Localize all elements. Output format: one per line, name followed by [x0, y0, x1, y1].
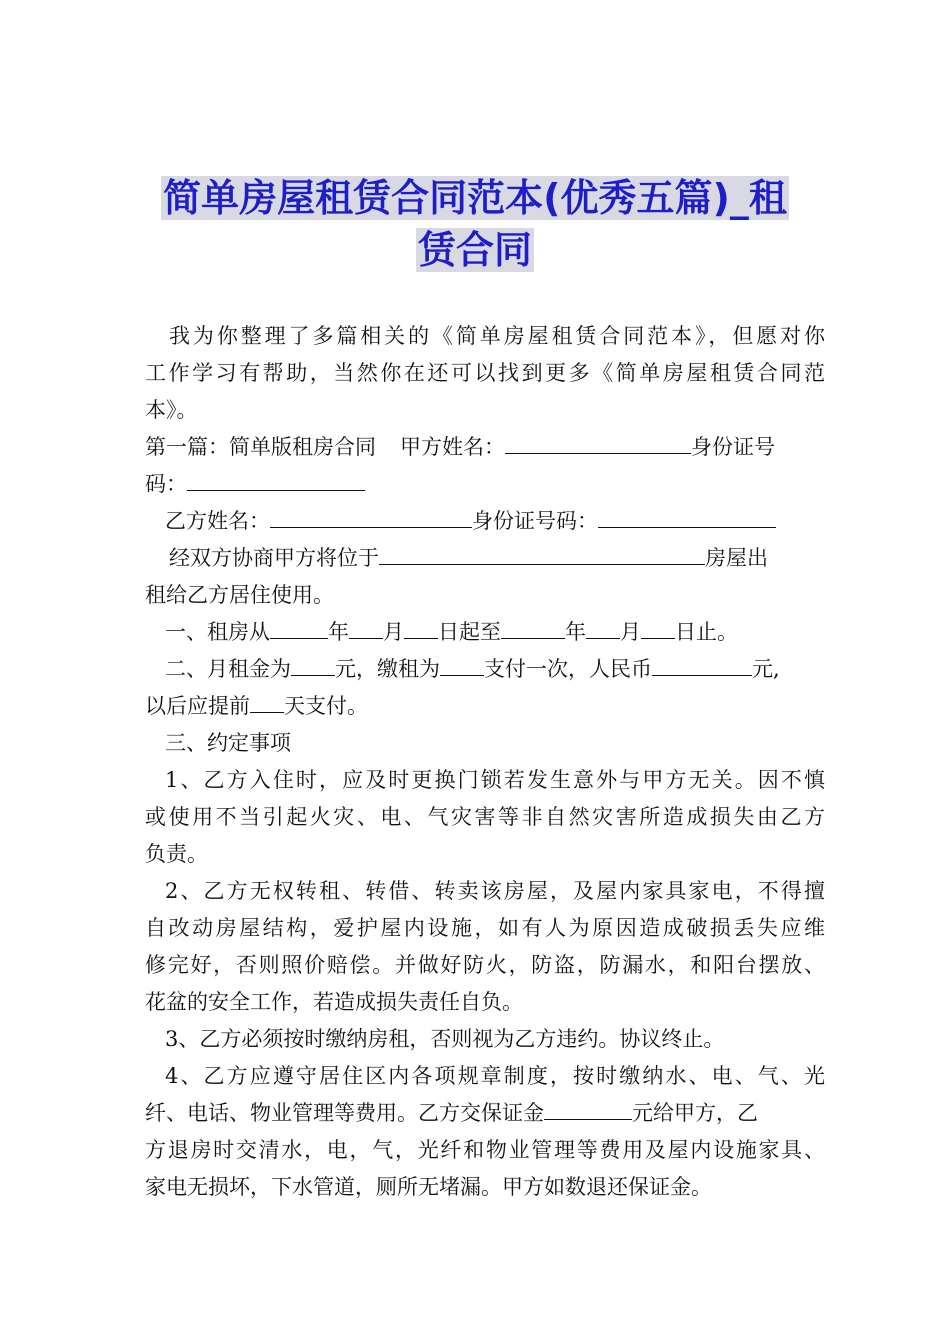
rmb-amount-blank — [652, 653, 752, 676]
end-year-blank — [501, 616, 565, 639]
start-day-blank — [404, 616, 438, 639]
clause2-line-1 — [145, 651, 825, 688]
property-address-blank — [379, 542, 705, 565]
deposit-amount-blank — [544, 1097, 632, 1120]
payment-period-blank — [440, 653, 484, 676]
item4-text-b: 元给甲方，乙 — [632, 1101, 758, 1125]
clause2-text-b: 元，缴租为 — [335, 657, 440, 681]
clause2-line-2 — [145, 688, 825, 725]
party-b-id-label: 身份证号码： — [472, 509, 598, 533]
end-day-blank — [641, 616, 675, 639]
item1-line-1: 1、乙方入住时，应及时更换门锁若发生意外与甲方无关。因不慎 — [165, 768, 825, 792]
party-b-name-blank — [270, 505, 472, 528]
intro-line-2: 工作学习有帮助，当然你在还可以找到更多《简单房屋租赁合同范 — [145, 361, 825, 385]
clause2-text-f: 天支付。 — [284, 694, 368, 718]
clause3-heading: 三、约定事项 — [165, 731, 291, 755]
lease-line-2: 租给乙方居住使用。 — [145, 583, 334, 607]
document-body — [145, 318, 825, 1206]
part1-heading-line — [145, 429, 825, 466]
party-a-id-blank — [187, 468, 365, 491]
item4-line-2 — [145, 1095, 825, 1132]
start-year-blank — [270, 616, 328, 639]
party-a-id-line — [145, 466, 825, 503]
clause1-text-f: 月 — [620, 620, 641, 644]
item4-text-a: 纤、电话、物业管理等费用。乙方交保证金 — [145, 1101, 544, 1125]
item3-line-1: 3、乙方必须按时缴纳房租，否则视为乙方违约。协议终止。 — [165, 1027, 725, 1051]
lease-text-2: 房屋出 — [705, 546, 768, 570]
item2-line-3: 修完好，否则照价赔偿。并做好防火，防盗，防漏水，和阳台摆放、 — [145, 953, 825, 977]
item2-line-1: 2、乙方无权转租、转借、转卖该房屋，及屋内家具家电，不得擅 — [165, 879, 825, 903]
monthly-rent-blank — [291, 653, 335, 676]
item4-line-1: 4、乙方应遵守居住区内各项规章制度，按时缴纳水、电、气、光 — [165, 1064, 825, 1088]
clause2-text-e: 以后应提前 — [145, 694, 250, 718]
lease-text-1: 经双方协商甲方将位于 — [169, 546, 379, 570]
item4-line-3: 方退房时交清水，电，气，光纤和物业管理等费用及屋内设施家具、 — [145, 1138, 825, 1162]
item1-line-3: 负责。 — [145, 842, 208, 866]
party-a-id-label-2: 码： — [145, 472, 187, 496]
title-line-1: 简单房屋租赁合同范本(优秀五篇)_租 — [163, 176, 787, 220]
start-month-blank — [349, 616, 383, 639]
clause1-text-a: 一、租房从 — [165, 620, 270, 644]
document-title — [120, 172, 830, 276]
party-b-line — [145, 503, 825, 540]
clause1-text-c: 月 — [383, 620, 404, 644]
clause1-line — [145, 614, 825, 651]
item2-line-4: 花盆的安全工作，若造成损失责任自负。 — [145, 990, 523, 1014]
intro-line-3: 本》。 — [145, 398, 198, 422]
lease-line-1 — [145, 540, 825, 577]
clause1-text-g: 日止。 — [675, 620, 738, 644]
end-month-blank — [586, 616, 620, 639]
clause2-text-d: 元, — [752, 657, 780, 681]
party-b-id-blank — [598, 505, 776, 528]
clause2-text-c: 支付一次，人民币 — [484, 657, 652, 681]
advance-days-blank — [250, 690, 284, 713]
part1-heading: 第一篇：简单版租房合同 — [145, 435, 376, 459]
intro-line-1: 我为你整理了多篇相关的《简单房屋租赁合同范本》，但愿对你 — [169, 324, 825, 348]
item2-line-2: 自改动房屋结构，爱护屋内设施，如有人为原因造成破损丢失应维 — [145, 916, 825, 940]
party-a-name-blank — [505, 431, 691, 454]
item1-line-2: 或使用不当引起火灾、电、气灾害等非自然灾害所造成损失由乙方 — [145, 805, 825, 829]
party-a-id-label-1: 身份证号 — [691, 435, 775, 459]
clause1-text-e: 年 — [565, 620, 586, 644]
clause2-text-a: 二、月租金为 — [165, 657, 291, 681]
title-line-2: 赁合同 — [417, 228, 532, 272]
item4-line-4: 家电无损坏，下水管道，厕所无堵漏。甲方如数退还保证金。 — [145, 1175, 712, 1199]
clause1-text-b: 年 — [328, 620, 349, 644]
party-a-name-label: 甲方姓名： — [400, 435, 505, 459]
clause1-text-d: 日起至 — [438, 620, 501, 644]
party-b-name-label: 乙方姓名： — [165, 509, 270, 533]
